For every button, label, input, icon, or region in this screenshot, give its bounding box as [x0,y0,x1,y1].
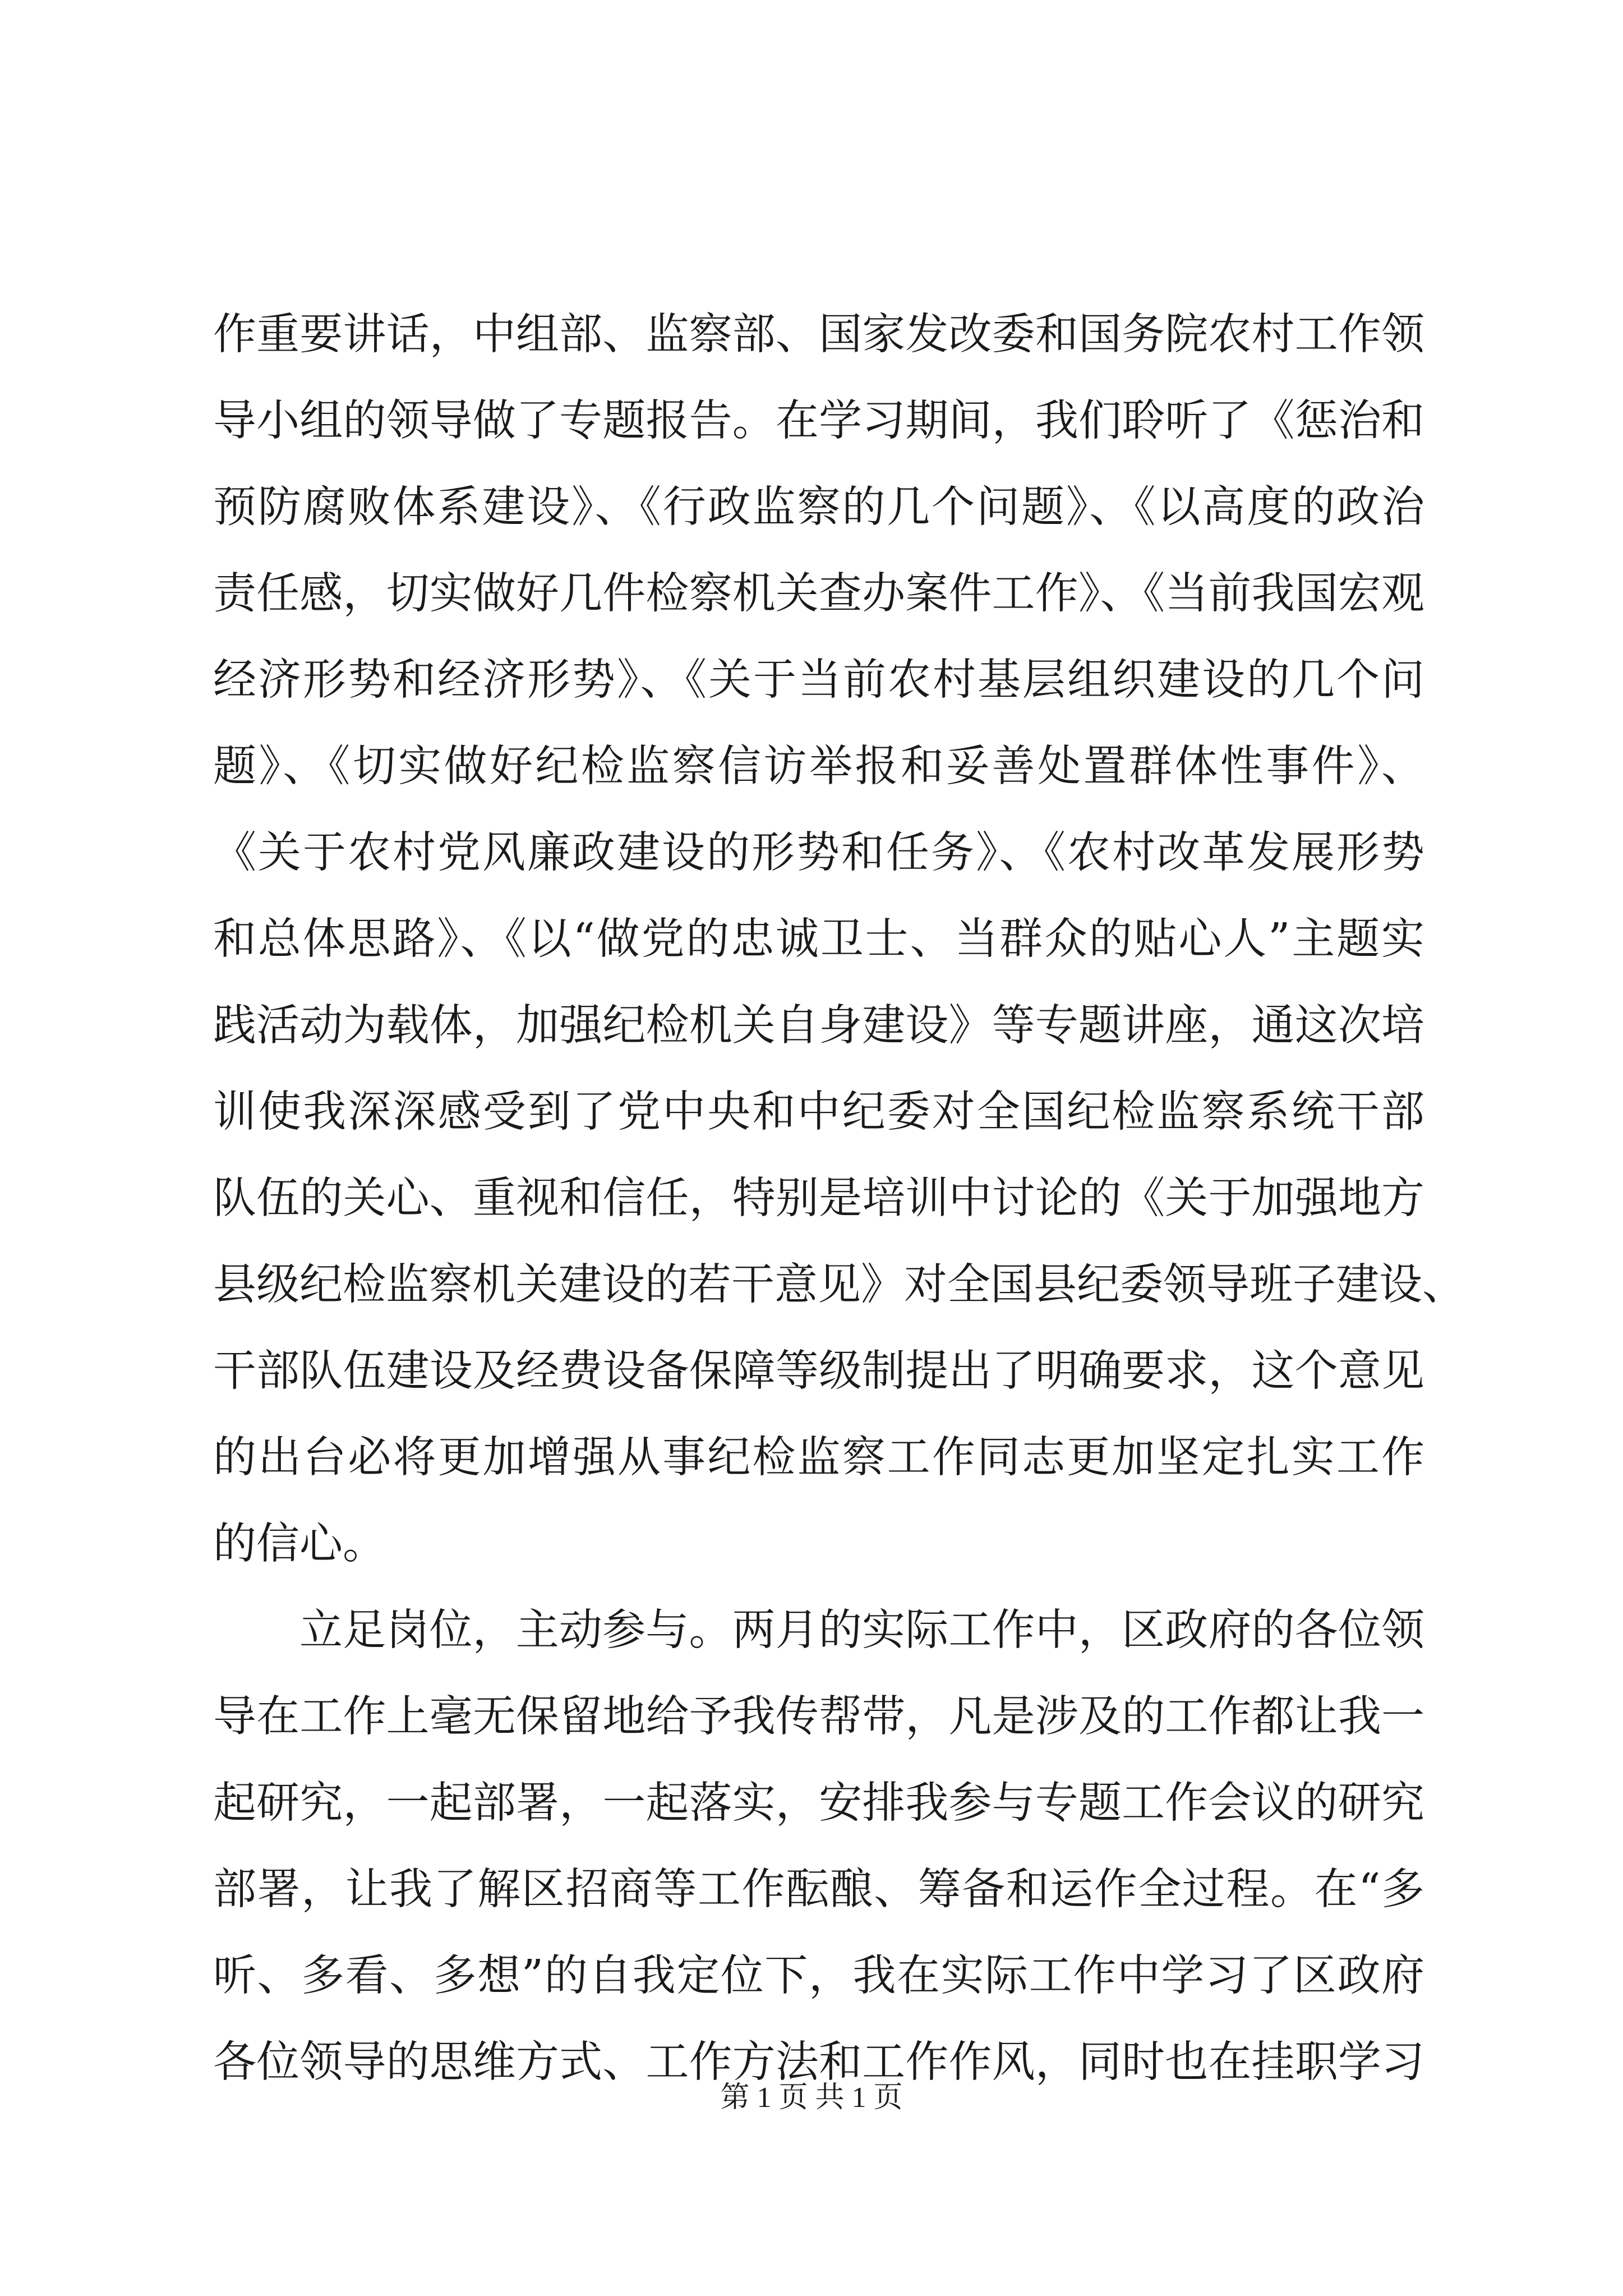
document-body [213,292,1465,2106]
text-line: 的出台必将更加增强从事纪检监察工作同志更加坚定扎实工作 [213,1433,1424,1483]
paragraph-first-line: 立足岗位，主动参与。两月的实际工作中，区政府的各位领 [299,1605,1424,1655]
page-footer [0,2076,1623,2120]
text-line: 训使我深深感受到了党中央和中纪委对全国纪检监察系统干部 [213,1087,1424,1137]
text-line: 和总体思路》、《以“做党的忠诚卫士、当群众的贴心人”主题实 [213,914,1424,964]
text-line: 作重要讲话，中组部、监察部、国家发改委和国务院农村工作领 [213,310,1424,360]
text-line: 责任感，切实做好几件检察机关查办案件工作》、《当前我国宏观 [213,569,1424,619]
text-line: 《关于农村党风廉政建设的形势和任务》、《农村改革发展形势 [213,828,1424,878]
text-line: 践活动为载体，加强纪检机关自身建设》等专题讲座，通这次培 [213,1001,1424,1051]
text-line: 部署，让我了解区招商等工作酝酿、筹备和运作全过程。在“多 [213,1865,1424,1915]
text-line: 导在工作上毫无保留地给予我传帮带，凡是涉及的工作都让我一 [213,1692,1424,1742]
text-line: 各位领导的思维方式、工作方法和工作作风，同时也在挂职学习 [213,2037,1424,2087]
text-line: 听、多看、多想”的自我定位下，我在实际工作中学习了区政府 [213,1951,1424,2001]
text-line: 导小组的领导做了专题报告。在学习期间，我们聆听了《惩治和 [213,396,1424,446]
text-line: 题》、《切实做好纪检监察信访举报和妥善处置群体性事件》、 [213,742,1424,792]
page-number-label: 第 1 页 共 1 页 [720,2082,903,2114]
text-line: 起研究，一起部署，一起落实，安排我参与专题工作会议的研究 [213,1778,1424,1828]
text-line: 的信心。 [213,1519,386,1569]
text-line: 预防腐败体系建设》、《行政监察的几个问题》、《以高度的政治 [213,482,1424,532]
text-line: 经济形势和经济形势》、《关于当前农村基层组织建设的几个问 [213,655,1424,705]
text-line: 干部队伍建设及经费设备保障等级制提出了明确要求，这个意见 [213,1346,1424,1396]
text-line: 队伍的关心、重视和信任，特别是培训中讨论的《关于加强地方 [213,1174,1424,1223]
text-line: 县级纪检监察机关建设的若干意见》对全国县纪委领导班子建设、 [213,1260,1465,1310]
